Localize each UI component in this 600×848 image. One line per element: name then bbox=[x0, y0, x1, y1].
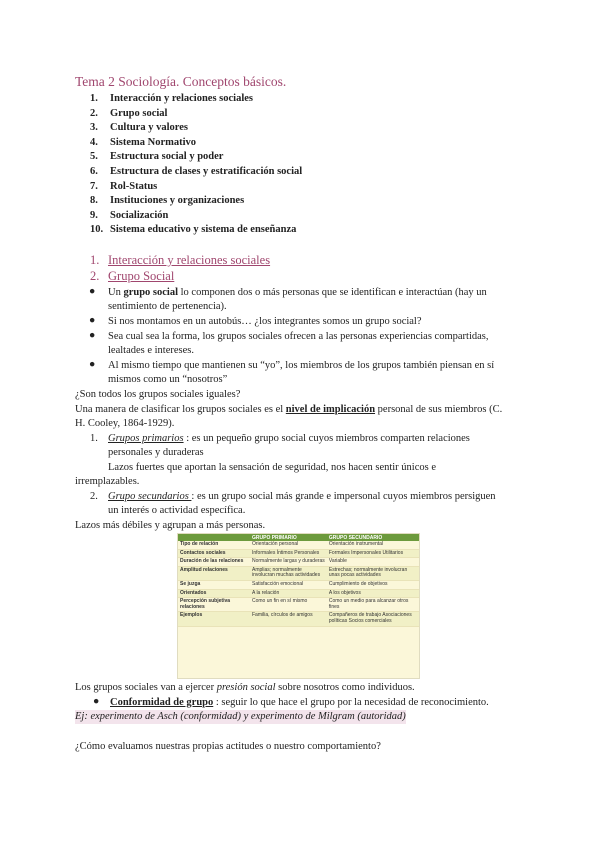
toc-item: 10. Sistema educativo y sistema de enseñanza bbox=[90, 224, 297, 236]
bullet-icon: ● bbox=[93, 696, 100, 707]
toc-item: 6. Estructura de clases y estratificación social bbox=[90, 165, 303, 177]
bullet-text: Si nos montamos en un autobús… ¿los integrantes somos un grupo social? bbox=[108, 316, 422, 327]
page-title: Tema 2 Sociología. Conceptos básicos. bbox=[75, 74, 287, 89]
bullet-text: Conformidad de grupo : seguir lo que hace el grupo por la necesidad de reconocimiento. bbox=[110, 697, 489, 708]
bullet-text-cont: sentimiento de pertenencia). bbox=[108, 301, 227, 312]
table-row: Amplitud relaciones Amplias; normalmente involucran muchas actividades Estrechas; normalmente involucran unas pocas actividades bbox=[178, 566, 419, 580]
bullet-text: Un grupo social lo componen dos o más personas que se identifican e interactúan (hay un bbox=[108, 287, 487, 298]
toc-item: 1. Interacción y relaciones sociales bbox=[90, 93, 253, 104]
paragraph: Una manera de clasificar los grupos sociales es el nivel de implicación personal de sus miembros (C. bbox=[75, 404, 503, 415]
bullet-text: Al mismo tiempo que mantienen su “yo”, los miembros de los grupos también piensan en sí bbox=[108, 360, 495, 371]
toc-item: 9. Socialización bbox=[90, 209, 169, 221]
toc-item: 2. Grupo social bbox=[90, 107, 168, 119]
list-number: 1. bbox=[90, 433, 98, 444]
table-row: Duración de las relaciones Normalmente largas y duraderas Variable bbox=[178, 558, 419, 567]
table-of-contents bbox=[90, 92, 302, 238]
bullet-icon: ● bbox=[89, 286, 96, 297]
table-row: Tipo de relación Orientación personal Orientación instrumental bbox=[178, 541, 419, 549]
table-row: Percepción subjetiva relaciones Como un fin en sí mismo Como un medio para alcanzar otros fines bbox=[178, 598, 419, 612]
list-number: 2. bbox=[90, 491, 98, 502]
toc-item: 3. Cultura y valores bbox=[90, 122, 188, 134]
section-heading-2: 2. Grupo Social bbox=[90, 269, 175, 283]
list-item: Grupo secundarios : es un grupo social más grande e impersonal cuyos miembros persiguen bbox=[108, 491, 496, 502]
toc-item: 7. Rol-Status bbox=[90, 180, 158, 192]
list-item-cont: un interés o actividad específica. bbox=[108, 505, 246, 516]
table-row: Contactos sociales Informales Íntimos Personales Formales Impersonales Utilitarios bbox=[178, 549, 419, 558]
paragraph-cont: H. Cooley, 1864-1929). bbox=[75, 418, 175, 429]
list-item-cont: personales y duraderas bbox=[108, 447, 204, 458]
list-item-cont: irremplazables. bbox=[75, 476, 140, 487]
list-item-cont: Lazos fuertes que aportan la sensación de seguridad, nos hacen sentir únicos e bbox=[108, 462, 437, 473]
toc-item: 4. Sistema Normativo bbox=[90, 136, 197, 148]
comparison-table bbox=[178, 534, 419, 627]
question-text: ¿Son todos los grupos sociales iguales? bbox=[75, 389, 241, 400]
bullet-icon: ● bbox=[89, 330, 96, 341]
list-item-cont: Lazos más débiles y agrupan a más personas. bbox=[75, 520, 266, 531]
bullet-text-cont: lealtades e intereses. bbox=[108, 345, 194, 356]
table-row: Orientados A la relación A los objetivos bbox=[178, 589, 419, 598]
paragraph: Los grupos sociales van a ejercer presión social sobre nosotros como individuos. bbox=[75, 682, 415, 693]
bullet-icon: ● bbox=[89, 359, 96, 370]
toc-item: 5. Estructura social y poder bbox=[90, 151, 224, 163]
bullet-icon: ● bbox=[89, 315, 96, 326]
example-highlight: Ej: experimento de Asch (conformidad) y experimento de Milgram (autoridad) bbox=[75, 711, 406, 722]
bullet-text: Sea cual sea la forma, los grupos sociales ofrecen a las personas experiencias compartidas, bbox=[108, 331, 489, 342]
table-row: Ejemplos Familia, círculos de amigos Compañeros de trabajo Asociaciones políticas Socios comerciales bbox=[178, 612, 419, 626]
table-row: Se juzga Satisfacción emocional Cumplimiento de objetivos bbox=[178, 580, 419, 589]
bullet-text-cont: mismos como un “nosotros” bbox=[108, 374, 228, 385]
table-header-row: GRUPO PRIMARIO GRUPO SECUNDARIO bbox=[178, 534, 419, 541]
comparison-table-figure bbox=[177, 533, 420, 679]
question-text: ¿Cómo evaluamos nuestras propias actitudes o nuestro comportamiento? bbox=[75, 741, 381, 752]
list-item: Grupos primarios : es un pequeño grupo social cuyos miembros comparten relaciones bbox=[108, 433, 470, 444]
section-heading-1: 1. Interacción y relaciones sociales bbox=[90, 253, 271, 267]
toc-item: 8. Instituciones y organizaciones bbox=[90, 195, 245, 207]
